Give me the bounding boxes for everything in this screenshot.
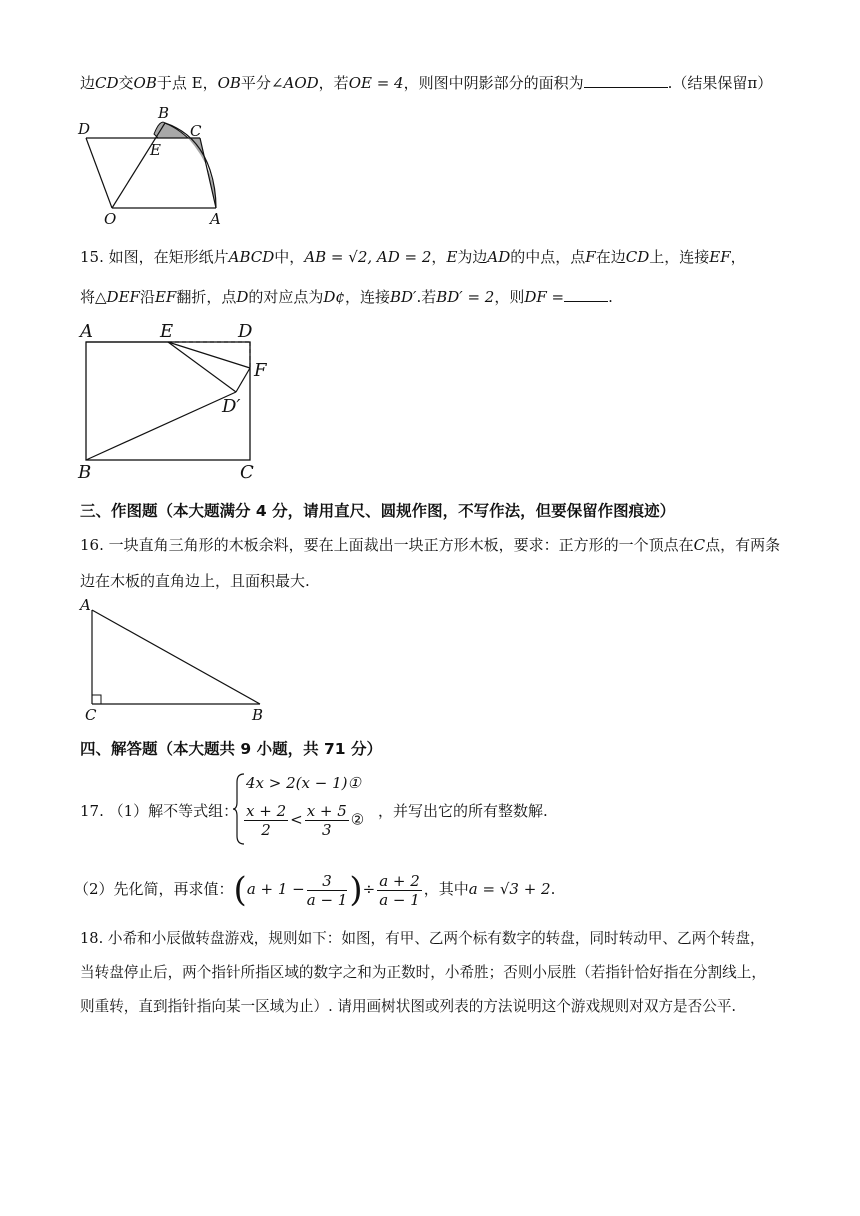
q15-label-F: F <box>254 360 267 381</box>
q17-frac2-den: a − 1 <box>379 890 420 909</box>
q15-end: . <box>608 288 613 306</box>
q15-dprime: D¢ <box>323 288 345 306</box>
q15-f: F <box>585 248 596 266</box>
q15-d: D <box>236 288 249 306</box>
q14-answer-blank[interactable] <box>584 73 668 88</box>
q15-t3: ， <box>431 248 447 266</box>
q15-bdp2: BD′ = 2 <box>436 288 495 306</box>
q15-t2: 中， <box>274 248 305 266</box>
q15-t8: ， <box>730 248 746 266</box>
q15-text-line1 <box>80 246 746 268</box>
q18-line3: 则重转，直到指针指向某一区域为止）. 请用画树状图或列表的方法说明这个游戏规则对双方是否公平. <box>80 998 737 1015</box>
q17-part1-label: （1）解不等式组： <box>108 802 239 820</box>
section3-heading: 三、作图题（本大题满分 4 分，请用直尺、圆规作图，不写作法，但要保留作图痕迹） <box>80 502 676 520</box>
q14-shaded-region-top <box>154 122 188 138</box>
q15-label-Dprime: D′ <box>222 396 241 417</box>
q17-part2-label: （2）先化简，再求值： <box>74 880 234 898</box>
q15-l2d: 的对应点为 <box>248 288 324 306</box>
q17-ineq2-rhs-num: x + 5 <box>306 802 347 820</box>
q15-line-BDp <box>86 392 236 460</box>
q15-line-DpF <box>236 368 250 392</box>
q14-line-OB <box>112 123 165 208</box>
q15-label-B: B <box>78 462 92 483</box>
q17-part2-end: . <box>550 880 556 898</box>
q17-ineq2-op: < <box>290 810 303 829</box>
q17-ineq2-rhs-den: 3 <box>321 821 332 839</box>
q17-part2 <box>74 864 555 915</box>
q16-line-AB <box>92 610 260 704</box>
q15-l2b: 沿 <box>139 288 155 306</box>
q16-l1a: 16. 一块直角三角形的木板余料，要在上面裁出一块正方形木板，要求：正方形的一个顶点在 <box>80 536 694 554</box>
q14-line-CA <box>200 138 216 208</box>
q15-t5: 的中点，点 <box>510 248 586 266</box>
q17-ineq2-lhs-den: 2 <box>261 821 271 839</box>
q14-label-E: E <box>150 141 161 159</box>
q14-label-C: C <box>190 122 202 140</box>
q15-l2c: 翻折，点 <box>176 288 237 306</box>
q14-ob: OB <box>133 74 157 92</box>
q17-ineq2-lhs <box>244 802 288 839</box>
q15-df: DF = <box>524 288 565 306</box>
q15-ab: AB = √2, AD = 2 <box>304 248 432 266</box>
q14-oe: OE = 4 <box>348 74 404 92</box>
q16-right-angle-mark <box>92 695 101 704</box>
q15-l2g: ，则 <box>494 288 525 306</box>
q15-line-EDp <box>168 342 236 392</box>
q17-value: a = √3 + 2 <box>468 880 551 898</box>
q14-t-a: 边 <box>80 74 96 92</box>
q16-text-line1 <box>80 534 780 556</box>
q14-line-OD <box>86 138 112 208</box>
q17-part2-mid: ，其中 <box>423 880 469 898</box>
q15-ef2: EF <box>154 288 177 306</box>
q14-t-k: ，则图中阴影部分的面积为 <box>403 74 584 92</box>
q14-label-B: B <box>158 104 170 122</box>
q18-line1: 18. 小希和小辰做转盘游戏，规则如下：如图，有甲、乙两个标有数字的转盘，同时转动甲、乙两个转盘， <box>80 930 765 947</box>
q17-ineq2 <box>242 802 364 839</box>
q16-label-B: B <box>252 706 264 724</box>
q15-figure <box>76 318 276 488</box>
q15-l2e: ，连接 <box>344 288 390 306</box>
q14-cd: CD <box>95 74 119 92</box>
q15-ef: EF <box>709 248 731 266</box>
q14-label-O: O <box>104 210 117 228</box>
q17-frac2 <box>377 872 422 909</box>
q14-t-e: 于点 E， <box>156 74 218 92</box>
q14-figure <box>70 100 250 230</box>
q14-t-l: .（结果保留π） <box>667 74 773 92</box>
q15-t1: 如图，在矩形纸片 <box>108 248 229 266</box>
q15-rect: ABCD <box>228 248 275 266</box>
q15-number: 15. <box>80 248 104 266</box>
q17-frac1-den: a − 1 <box>306 890 348 909</box>
q17-paren-close: ) <box>349 870 363 910</box>
q14-ob2: OB <box>217 74 241 92</box>
q16-label-A: A <box>80 596 91 614</box>
q15-label-D: D <box>238 321 253 342</box>
q16-label-C: C <box>85 706 97 724</box>
section4-heading: 四、解答题（本大题共 9 小题，共 71 分） <box>80 740 382 758</box>
q14-t-i: ，若 <box>318 74 349 92</box>
q15-l2f: .若 <box>416 288 437 306</box>
q15-ad: AD <box>487 248 511 266</box>
q14-label-A: A <box>210 210 221 228</box>
q15-t4: 为边 <box>457 248 488 266</box>
q18-line2: 当转盘停止后，两个指针所指区域的数字之和为正数时，小希胜；否则小辰胜（若指针恰好指在分割线上， <box>80 964 766 981</box>
q15-line-EF <box>168 342 250 368</box>
q17-div: ÷ <box>362 880 376 898</box>
q17-frac2-num: a + 2 <box>379 871 420 890</box>
q15-def: △DEF <box>95 288 140 306</box>
q16-c: C <box>693 536 706 554</box>
q15-text-line2 <box>80 286 613 308</box>
q14-t-g: 平分 <box>240 74 271 92</box>
q17-number: 17. <box>80 802 104 820</box>
q17-frac1 <box>307 872 348 909</box>
q17-paren-open: ( <box>233 870 247 910</box>
q17-ineq2-rhs <box>305 802 349 839</box>
q15-label-C: C <box>240 462 254 483</box>
q17-ineq1 <box>246 772 361 794</box>
q15-label-E: E <box>160 321 174 342</box>
q14-t-c: 交 <box>118 74 134 92</box>
q17-ineq2-lhs-num: x + 2 <box>246 802 287 820</box>
q16-text-line2: 边在木板的直角边上，且面积最大. <box>80 572 310 590</box>
q17-frac1-num: 3 <box>307 872 348 891</box>
q15-l2a: 将 <box>80 288 96 306</box>
q16-figure <box>76 598 276 726</box>
q17-number-line <box>80 800 238 822</box>
q15-t6: 在边 <box>595 248 626 266</box>
q15-bdp: BD′ <box>389 288 417 306</box>
q14-label-D: D <box>78 120 91 138</box>
q15-e: E <box>446 248 458 266</box>
q15-answer-blank[interactable] <box>564 287 608 302</box>
q14-text <box>80 72 772 94</box>
q17-expr-a: a + 1 − <box>246 880 305 898</box>
q15-t7: 上，连接 <box>649 248 710 266</box>
q17-part1-tail: ，并写出它的所有整数解. <box>378 802 548 820</box>
q17-ineq1-text: 4x > 2(x − 1)① <box>246 774 361 792</box>
q15-label-A: A <box>80 321 93 342</box>
q14-angle: ∠AOD <box>270 74 319 92</box>
q15-cd: CD <box>625 248 650 266</box>
q16-l1b: 点，有两条 <box>705 536 781 554</box>
q17-ineq2-mark: ② <box>350 810 365 829</box>
